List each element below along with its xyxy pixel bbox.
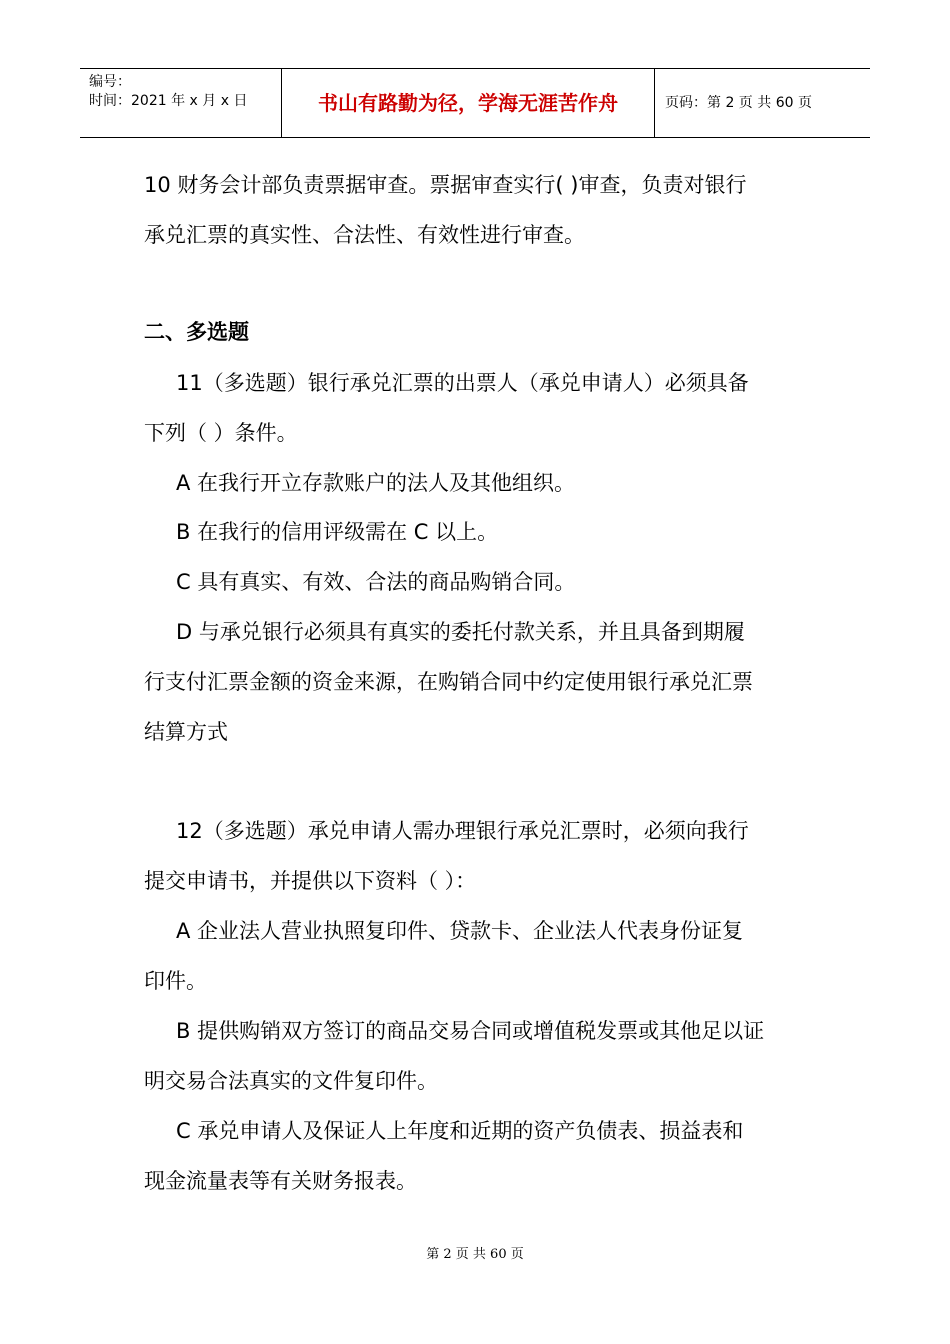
motto-text: 书山有路勤为径，学海无涯苦作舟 [318, 91, 618, 115]
q10-line-2: 承兑汇票的真实性、合法性、有效性进行审查。 [144, 223, 585, 247]
q11-stem-line-1: 11（多选题）银行承兑汇票的出票人（承兑申请人）必须具备 [176, 371, 749, 395]
section-title: 二、多选题 [144, 320, 249, 344]
header-motto-cell [282, 69, 655, 137]
q12-option-a-line-1: A 企业法人营业执照复印件、贷款卡、企业法人代表身份证复 [176, 919, 744, 943]
q12-option-c-line-1: C 承兑申请人及保证人上年度和近期的资产负债表、损益表和 [176, 1119, 744, 1143]
q12-stem-line-2: 提交申请书，并提供以下资料（ ）： [144, 869, 477, 893]
q11-option-d-line-2: 行支付汇票金额的资金来源，在购销合同中约定使用银行承兑汇票 [144, 670, 753, 694]
q11-option-b: B 在我行的信用评级需在 C 以上。 [176, 520, 499, 544]
header-page-cell [655, 69, 870, 137]
q11-option-c: C 具有真实、有效、合法的商品购销合同。 [176, 570, 576, 594]
q12-stem-line-1: 12（多选题）承兑申请人需办理银行承兑汇票时，必须向我行 [176, 819, 749, 843]
q12-option-b-line-2: 明交易合法真实的文件复印件。 [144, 1069, 438, 1093]
time-label: 时间：2021 年 x 月 x 日 [89, 93, 248, 109]
header-meta-cell [80, 69, 282, 137]
q12-option-c-line-2: 现金流量表等有关财务报表。 [144, 1169, 417, 1193]
q11-option-a: A 在我行开立存款账户的法人及其他组织。 [176, 471, 576, 495]
q10-line-1: 10 财务会计部负责票据审查。票据审查实行( )审查，负责对银行 [144, 173, 747, 197]
doc-number-label: 编号： [89, 74, 131, 90]
q12-option-a-line-2: 印件。 [144, 969, 207, 993]
document-header [80, 68, 870, 138]
q12-option-b-line-1: B 提供购销双方签订的商品交易合同或增值税发票或其他足以证 [176, 1019, 765, 1043]
page-footer: 第 2 页 共 60 页 [426, 1247, 524, 1262]
q11-option-d-line-3: 结算方式 [144, 720, 228, 744]
q11-option-d-line-1: D 与承兑银行必须具有真实的委托付款关系，并且具备到期履 [176, 620, 745, 644]
q11-stem-line-2: 下列（ ）条件。 [144, 421, 298, 445]
page-info: 页码：第 2 页 共 60 页 [665, 95, 812, 111]
